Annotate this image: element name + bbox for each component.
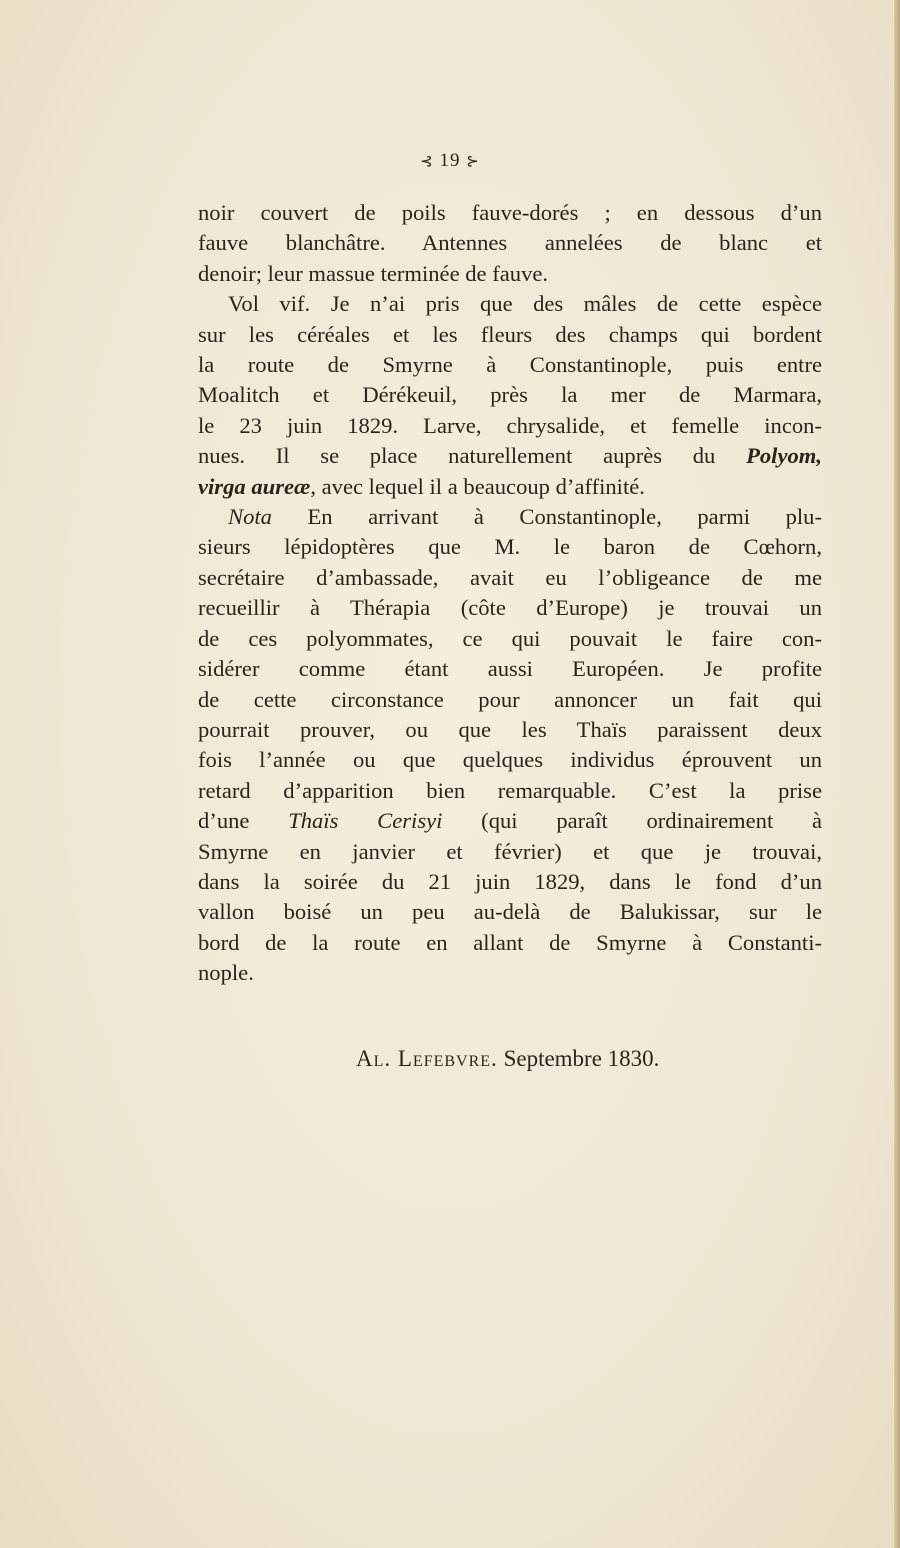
text-line (198, 411, 822, 441)
text-line (198, 228, 822, 258)
text-segment: nues. Il se place naturellement auprès du (198, 443, 747, 469)
page-header (0, 150, 900, 172)
text-segment: pourrait prouver, ou que les Thaïs paraissent deux (198, 716, 822, 742)
text-segment: la route de Smyrne à Constantinople, puis entre (198, 352, 822, 378)
text-line (198, 958, 822, 988)
text-line (198, 776, 822, 806)
text-line (198, 380, 822, 410)
text-segment: nople. (198, 960, 254, 986)
text-line (198, 563, 822, 593)
emphasized-text: Polyom, (746, 443, 822, 469)
text-segment: retard d’apparition bien remarquable. C’est la prise (198, 777, 822, 803)
author-name: Al. Lefebvre. (356, 1046, 498, 1071)
text-line (198, 441, 822, 471)
text-segment: sidérer comme étant aussi Européen. Je profite (198, 656, 822, 682)
text-segment: fois l’année ou que quelques individus éprouvent un (198, 747, 822, 773)
text-segment: recueillir à Thérapia (côte d’Europe) je trouvai un (198, 595, 822, 621)
text-segment: sieurs lépidoptères que M. le baron de Cœhorn, (198, 534, 822, 560)
signature-date: Septembre 1830. (503, 1046, 660, 1071)
text-segment: secrétaire d’ambassade, avait eu l’obligeance de me (198, 564, 822, 590)
signature (356, 1046, 659, 1072)
text-line (198, 198, 822, 228)
text-segment: Smyrne en janvier et février) et que je trouvai, (198, 838, 822, 864)
text-line (198, 867, 822, 897)
text-line (198, 745, 822, 775)
text-segment: fauve blanchâtre. Antennes annelées de blanc et (198, 230, 822, 256)
left-ornament: ⊰ (420, 154, 434, 170)
page-number: 19 (439, 150, 461, 171)
text-line (198, 685, 822, 715)
text-segment: de ces polyommates, ce qui pouvait le faire con- (198, 625, 822, 651)
text-line (198, 259, 822, 289)
text-line (198, 350, 822, 380)
text-line (198, 289, 822, 319)
text-line (198, 806, 822, 836)
right-ornament: ⊱ (466, 154, 480, 170)
emphasized-text: Nota (228, 504, 272, 530)
text-segment: , avec lequel il a beaucoup d’affinité. (310, 473, 645, 499)
text-segment: Moalitch et Dérékeuil, près la mer de Marmara, (198, 382, 822, 408)
text-line (198, 837, 822, 867)
text-line (198, 715, 822, 745)
text-segment: bord de la route en allant de Smyrne à Constanti- (198, 929, 822, 955)
text-segment: le 23 juin 1829. Larve, chrysalide, et femelle incon- (198, 412, 822, 438)
text-segment: vallon boisé un peu au-delà de Balukissar, sur le (198, 899, 822, 925)
text-line (198, 320, 822, 350)
text-segment: denoir; leur massue terminée de fauve. (198, 260, 549, 286)
text-line (198, 897, 822, 927)
text-segment: (qui paraît ordinairement à (442, 808, 822, 834)
text-segment: Vol vif. Je n’ai pris que des mâles de cette espèce (228, 291, 822, 317)
text-segment: noir couvert de poils fauve-dorés ; en dessous d’un (198, 200, 822, 225)
text-line (198, 624, 822, 654)
text-line (198, 654, 822, 684)
text-segment: sur les céréales et les fleurs des champs qui bordent (198, 321, 822, 347)
text-segment: d’une (198, 808, 289, 834)
page-edge (894, 0, 900, 1548)
text-segment: de cette circonstance pour annoncer un fait qui (198, 686, 822, 712)
text-segment: dans la soirée du 21 juin 1829, dans le fond d’un (198, 868, 822, 894)
text-segment: En arrivant à Constantinople, parmi plu- (271, 504, 822, 530)
emphasized-text: virga aureæ (198, 473, 311, 499)
body-text (198, 198, 822, 989)
text-line (198, 532, 822, 562)
text-line (198, 593, 822, 623)
text-line (198, 472, 822, 502)
text-line (198, 502, 822, 532)
emphasized-text: Thaïs Cerisyi (288, 808, 443, 834)
text-line (198, 928, 822, 958)
